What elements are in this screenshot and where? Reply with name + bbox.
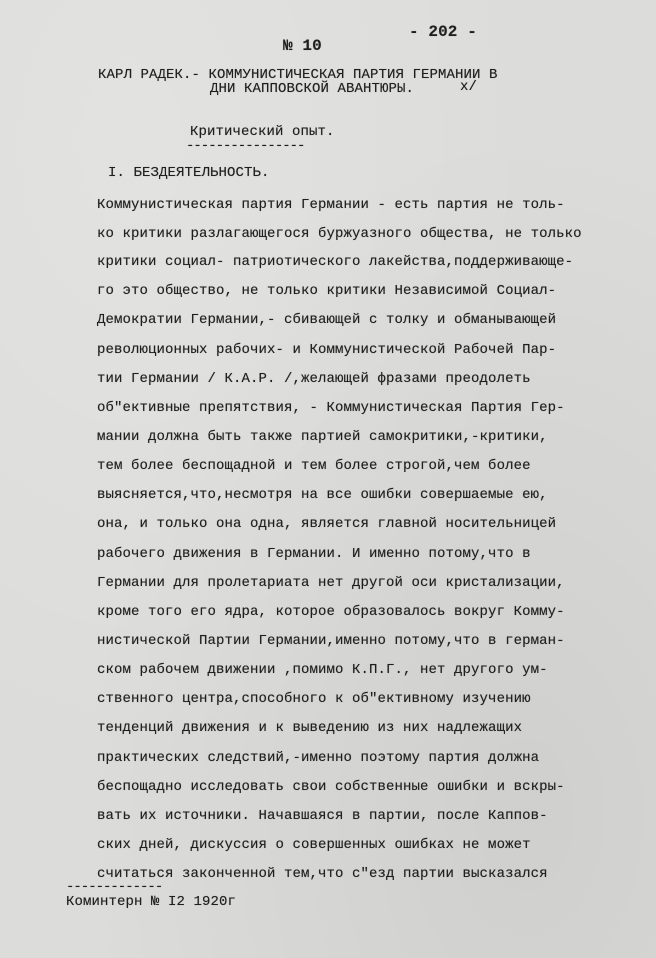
body-line: беспощадно исследовать свои собственные ошибки и вскры- <box>97 779 565 795</box>
body-line: вать их источники. Начавшаяся в партии, после Каппов- <box>97 808 548 824</box>
subtitle: Критический опыт. <box>190 124 335 140</box>
title-line-1: КАРЛ РАДЕК.- КОММУНИСТИЧЕСКАЯ ПАРТИЯ ГЕРМАНИИ В <box>98 67 498 83</box>
body-line: об"ективные препятствия, - Коммунистическая Партия Гер- <box>97 400 565 416</box>
body-line: ственного центра,способного к об"ективному изучению <box>97 691 531 707</box>
body-line: выясняется,что,несмотря на все ошибки совершаемые ею, <box>97 487 548 503</box>
body-line: практических следствий,-именно поэтому партия должна <box>97 750 540 766</box>
body-line: тенденций движения и к выведению из них надлежащих <box>97 720 523 736</box>
body-line: кроме того его ядра, которое образовалось вокруг Комму- <box>97 604 565 620</box>
body-line: нистической Партии Германии,именно потому,что в герман- <box>97 633 565 649</box>
body-line: рабочего движения в Германии. И именно потому,что в <box>97 546 531 562</box>
title-line-2: ДНИ КАППОВСКОЙ АВАНТЮРЫ. <box>210 81 415 97</box>
body-line: критики социал- патриотического лакейства,поддерживающе- <box>97 254 574 270</box>
subtitle-underline: ---------------- <box>186 138 305 154</box>
body-line: Германии для пролетариата нет другой оси кристализации, <box>97 575 565 591</box>
body-line: го это общество, не только критики Независимой Социал- <box>97 283 557 299</box>
body-line: тии Германии / К.А.Р. /,желающей фразами преодолеть <box>97 371 531 387</box>
page-number: - 202 - <box>409 23 477 41</box>
footnote-rule: ------------- <box>66 879 163 895</box>
body-line: революционных рабочих- и Коммунистической Рабочей Пар- <box>97 342 557 358</box>
body-line: Демократии Германии,- сбивающей с толку и обманывающей <box>97 312 557 328</box>
body-line: ко критики разлагающегося буржуазного общества, не только <box>97 226 582 242</box>
body-line: Коммунистическая партия Германии - есть партия не толь- <box>97 197 565 213</box>
body-line: мании должна быть также партией самокритики,-критики, <box>97 429 548 445</box>
section-heading: I. БЕЗДЕЯТЕЛЬНОСТЬ. <box>108 165 270 181</box>
document-number: № 10 <box>283 37 322 55</box>
body-line: она, и только она одна, является главной носительницей <box>97 516 557 532</box>
body-line: тем более беспощадной и тем более строгой,чем более <box>97 458 531 474</box>
footnote-marker: х/ <box>460 79 478 95</box>
body-line: считаться законченной тем,что с"езд партии высказался <box>97 866 548 882</box>
body-line: ских дней, дискуссия о совершенных ошибках не может <box>97 837 531 853</box>
body-line: ском рабочем движении ,помимо К.П.Г., нет другого ум- <box>97 662 548 678</box>
footnote-source: Коминтерн № I2 1920г <box>66 894 237 910</box>
